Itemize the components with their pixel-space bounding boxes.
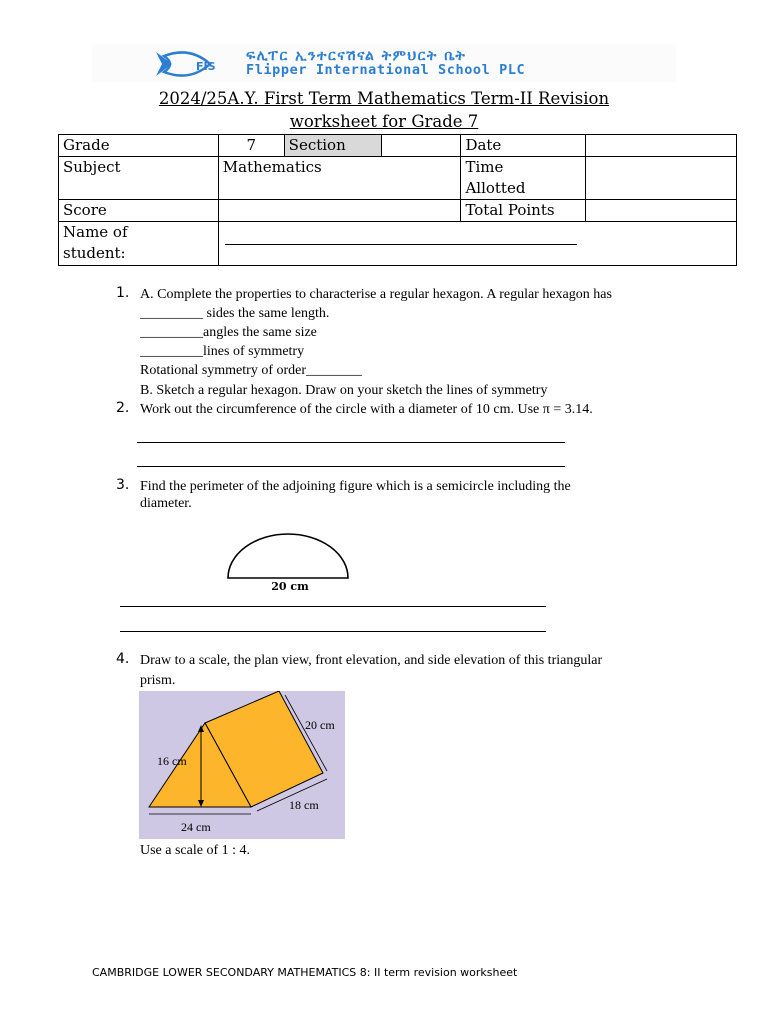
name-underline — [225, 244, 577, 245]
logo-english-name: Flipper International School PLC — [246, 62, 526, 78]
subject-label: Subject — [59, 157, 219, 200]
page-footer: CAMBRIDGE LOWER SECONDARY MATHEMATICS 8: II term revision worksheet — [92, 966, 518, 979]
prism-base-label: 24 cm — [181, 820, 211, 834]
question-2-number: 2. — [116, 400, 130, 416]
question-1b-text: B. Sketch a regular hexagon. Draw on your sketch the lines of symmetry — [140, 383, 548, 398]
question-2-answer-line-1[interactable] — [137, 442, 565, 443]
prism-depth-label: 18 cm — [289, 798, 319, 812]
date-field[interactable] — [586, 135, 737, 157]
question-4-number: 4. — [116, 651, 130, 667]
question-4-text-line2: prism. — [140, 673, 176, 688]
time-label-line2: Allotted — [465, 179, 526, 197]
time-allotted-field[interactable] — [586, 157, 737, 200]
question-3-number: 3. — [116, 477, 130, 493]
question-3-answer-line-1[interactable] — [120, 606, 546, 607]
triangular-prism-figure — [139, 691, 345, 839]
student-info-table — [58, 134, 737, 266]
time-allotted-label — [461, 157, 586, 200]
question-4-text-line1: Draw to a scale, the plan view, front elevation, and side elevation of this triangular — [140, 653, 603, 668]
worksheet-title-line1: 2024/25A.Y. First Term Mathematics Term-II Revision — [158, 89, 610, 108]
question-1-blank-rotation[interactable]: Rotational symmetry of order________ — [140, 363, 363, 378]
semicircle-diameter-label: 20 cm — [271, 580, 309, 593]
subject-value: Mathematics — [218, 157, 461, 200]
date-label: Date — [461, 135, 586, 157]
grade-value: 7 — [218, 135, 284, 157]
question-2-answer-line-2[interactable] — [137, 466, 565, 467]
total-points-label: Total Points — [461, 200, 586, 222]
grade-label: Grade — [59, 135, 219, 157]
prism-length-label: 20 cm — [305, 718, 335, 732]
name-label-line1: Name of — [63, 223, 128, 241]
question-3-answer-line-2[interactable] — [120, 631, 546, 632]
question-4-scale-text: Use a scale of 1 : 4. — [140, 843, 251, 858]
question-1-blank-lines[interactable]: _________lines of symmetry — [140, 344, 305, 359]
total-points-field[interactable] — [586, 200, 737, 222]
question-3-text-line1: Find the perimeter of the adjoining figure which is a semicircle including the — [140, 479, 571, 494]
question-1-blank-angles[interactable]: _________angles the same size — [140, 325, 317, 340]
student-name-field[interactable] — [218, 222, 736, 266]
section-field[interactable] — [381, 135, 461, 157]
semicircle-shape — [228, 534, 348, 578]
semicircle-figure — [222, 528, 354, 594]
fish-logo-icon — [150, 48, 238, 80]
prism-height-label: 16 cm — [157, 754, 187, 768]
question-3-text-line2: diameter. — [140, 496, 192, 511]
score-label: Score — [59, 200, 219, 222]
name-of-student-label — [59, 222, 219, 266]
question-2-text: Work out the circumference of the circle with a diameter of 10 cm. Use π = 3.14. — [140, 402, 593, 417]
score-field[interactable] — [218, 200, 461, 222]
time-label-line1: Time — [465, 158, 504, 176]
question-1a-text: A. Complete the properties to characterise a regular hexagon. A regular hexagon has — [140, 287, 612, 302]
question-1-blank-sides[interactable]: _________ sides the same length. — [140, 306, 330, 321]
question-1-number: 1. — [116, 285, 130, 301]
logo-amharic-name: ፍሊፐር ኢንተርናሽናል ትምህርት ቤት — [246, 48, 467, 64]
worksheet-title-line2: worksheet for Grade 7 — [289, 112, 479, 131]
logo-abbr: FIS — [196, 60, 216, 73]
name-label-line2: student: — [63, 244, 126, 262]
section-label: Section — [284, 135, 381, 157]
